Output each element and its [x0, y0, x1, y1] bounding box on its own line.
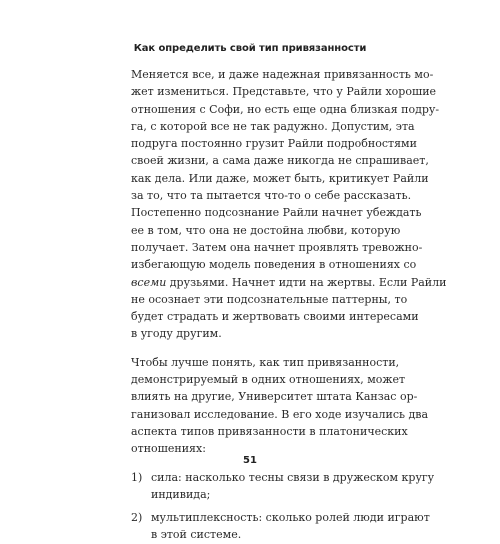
- emphasis-word: всеми: [131, 275, 167, 289]
- text-line: получает. Затем она начнет проявлять тревожно-: [131, 240, 423, 254]
- text-line: как дела. Или даже, может быть, критикует Райли: [131, 171, 429, 185]
- running-head: Как определить свой тип привязанности: [133, 43, 367, 54]
- text-line: в угоду другим.: [131, 327, 222, 341]
- list-text-line: мультиплексность: сколько ролей люди играют: [151, 511, 430, 525]
- text-line: избегающую модель поведения в отношениях со: [131, 258, 417, 272]
- text-line: отношениях:: [131, 442, 206, 456]
- list-text-line: индивида;: [151, 487, 211, 501]
- list-item: [131, 509, 430, 544]
- text-line: [131, 274, 447, 291]
- text-line: подруга постоянно грузит Райли подробностями: [131, 137, 417, 151]
- text-line: Постепенно подсознание Райли начнет убеждать: [131, 206, 422, 220]
- list-number: 1): [131, 470, 143, 484]
- text-line: жет измениться. Представьте, что у Райли хорошие: [131, 85, 437, 99]
- numbered-list: [131, 469, 435, 544]
- text-line: аспекта типов привязанности в платонических: [131, 424, 408, 438]
- text-line: отношения с Софи, но есть еще одна близкая подру-: [131, 102, 440, 116]
- paragraph-spacer: [131, 343, 370, 354]
- paragraph-1: [131, 66, 447, 343]
- text-line: не осознает эти подсознательные паттерны, то: [131, 292, 408, 306]
- text-line: влиять на другие, Университет штата Канзас ор-: [131, 390, 418, 404]
- text-line: га, с которой все не так радужно. Допустим, эта: [131, 119, 415, 133]
- list-text-line: сила: насколько тесны связи в дружеском кругу: [151, 470, 435, 484]
- page-number: 51: [243, 455, 257, 466]
- list-number: 2): [131, 511, 143, 525]
- text-line: за то, что та пытается что-то о себе рассказать.: [131, 189, 412, 203]
- body-text: [131, 66, 447, 544]
- text-line-rest: друзьями. Начнет идти на жертвы. Если Райли: [166, 275, 447, 289]
- paragraph-2: [131, 354, 429, 458]
- text-line: Меняется все, и даже надежная привязанность мо-: [131, 68, 434, 81]
- text-line: ганизовал исследование. В его ходе изучались два: [131, 407, 429, 421]
- list-text-line: в этой системе.: [151, 528, 242, 542]
- text-line: своей жизни, а сама даже никогда не спрашивает,: [131, 154, 429, 168]
- text-line: Чтобы лучше понять, как тип привязанности,: [131, 355, 400, 369]
- text-line: демонстрируемый в одних отношениях, может: [131, 373, 406, 387]
- list-item: [131, 469, 435, 504]
- text-line: будет страдать и жертвовать своими интересами: [131, 310, 419, 324]
- text-line: ее в том, что она не достойна любви, которую: [131, 223, 401, 237]
